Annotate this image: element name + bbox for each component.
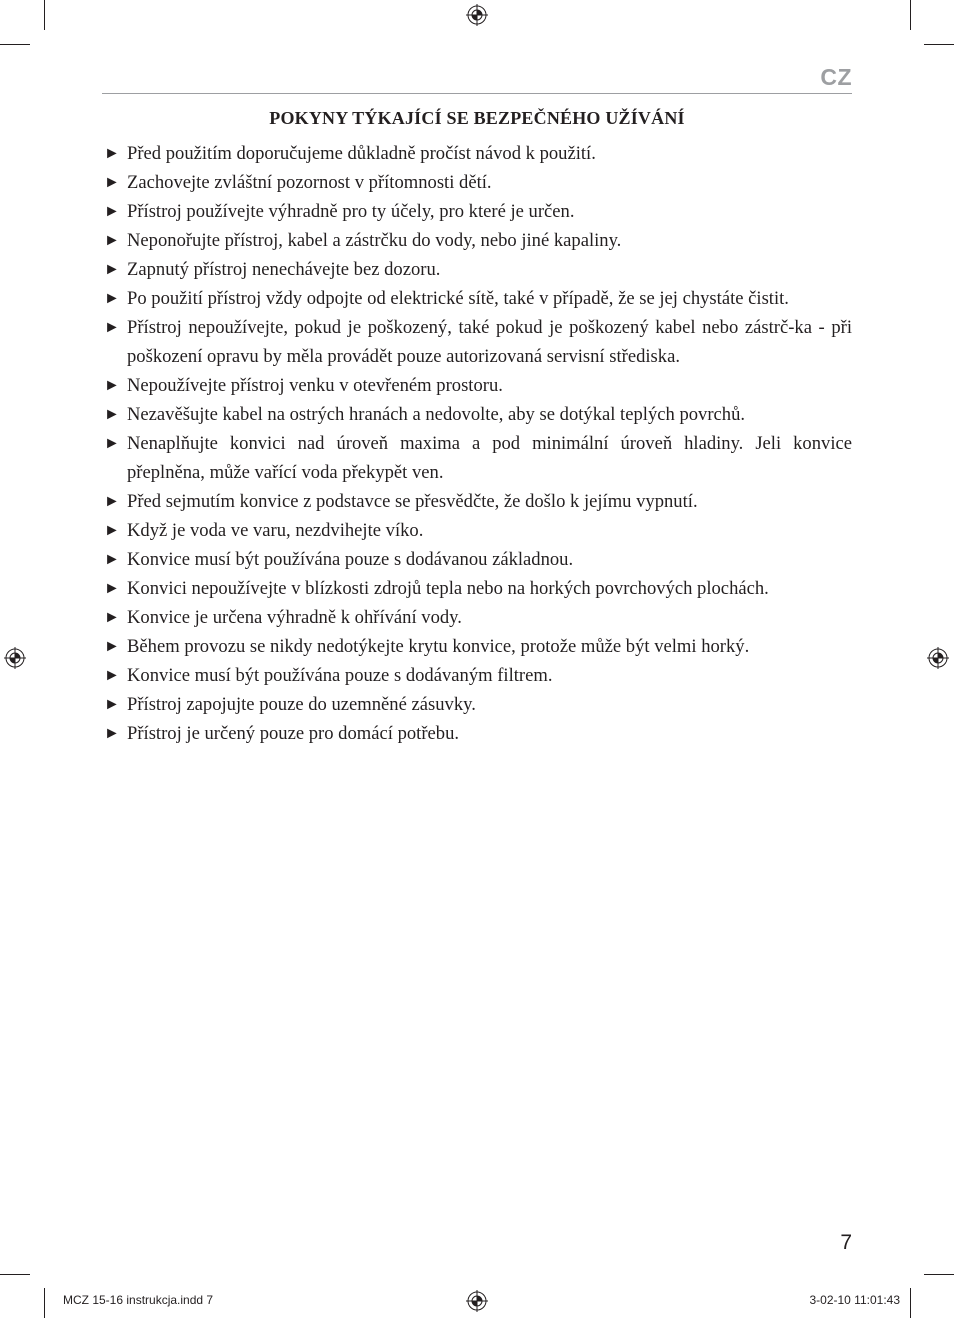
crop-mark-br-h — [924, 1274, 954, 1275]
list-item-text: Konvice je určena výhradně k ohřívání vody. — [127, 607, 462, 628]
crop-mark-tr-h — [924, 44, 954, 45]
list-item-text: Nepoužívejte přístroj venku v otevřeném prostoru. — [127, 375, 503, 396]
crop-mark-tl-v — [44, 0, 45, 30]
bullet-arrow-icon: ► — [104, 609, 120, 626]
list-item-text: Konvice musí být používána pouze s dodávanou základnou. — [127, 549, 574, 570]
crop-mark-bl-v — [44, 1288, 45, 1318]
bullet-arrow-icon: ► — [104, 725, 120, 742]
list-item — [102, 429, 852, 487]
registration-mark-icon — [466, 1290, 488, 1312]
list-item-text: Přístroj používejte výhradně pro ty účely, pro které je určen. — [127, 201, 575, 222]
list-item-text: Konvice musí být používána pouze s dodávaným filtrem. — [127, 665, 553, 686]
list-item-text: Zapnutý přístroj nenechávejte bez dozoru. — [127, 259, 441, 280]
list-item — [102, 661, 852, 690]
bullet-arrow-icon: ► — [104, 232, 120, 249]
list-item — [102, 284, 852, 313]
list-item — [102, 545, 852, 574]
list-item — [102, 603, 852, 632]
list-item-text: Před použitím doporučujeme důkladně pročíst návod k použití. — [127, 143, 596, 164]
safety-instructions-list — [102, 139, 852, 748]
list-item-text: Přístroj zapojujte pouze do uzemněné zásuvky. — [127, 694, 476, 715]
registration-mark-icon — [466, 4, 488, 26]
bullet-arrow-icon: ► — [104, 667, 120, 684]
list-item — [102, 516, 852, 545]
bullet-arrow-icon: ► — [104, 203, 120, 220]
list-item-text: Přístroj je určený pouze pro domácí potřebu. — [127, 723, 460, 744]
list-item — [102, 719, 852, 748]
bullet-arrow-icon: ► — [104, 551, 120, 568]
list-item — [102, 139, 852, 168]
bullet-arrow-icon: ► — [104, 319, 120, 336]
bullet-arrow-icon: ► — [104, 145, 120, 162]
list-item-text: Neponořujte přístroj, kabel a zástrčku do vody, nebo jiné kapaliny. — [127, 230, 622, 251]
list-item-text: Po použití přístroj vždy odpojte od elektrické sítě, také v případě, že se jej chystáte čistit. — [127, 288, 789, 309]
bullet-arrow-icon: ► — [104, 638, 120, 655]
bullet-arrow-icon: ► — [104, 493, 120, 510]
header-divider — [102, 93, 852, 94]
list-item — [102, 487, 852, 516]
list-item — [102, 690, 852, 719]
list-item — [102, 313, 852, 371]
list-item — [102, 400, 852, 429]
list-item-text: Zachovejte zvláštní pozornost v přítomnosti dětí. — [127, 172, 492, 193]
list-item — [102, 574, 852, 603]
list-item-text: Nezavěšujte kabel na ostrých hranách a nedovolte, aby se dotýkal teplých povrchů. — [127, 404, 746, 425]
bullet-arrow-icon: ► — [104, 377, 120, 394]
bullet-arrow-icon: ► — [104, 261, 120, 278]
bullet-arrow-icon: ► — [104, 580, 120, 597]
bullet-arrow-icon: ► — [104, 435, 120, 452]
list-item-text: Před sejmutím konvice z podstavce se přesvědčte, že došlo k jejímu vypnutí. — [127, 491, 698, 512]
list-item — [102, 255, 852, 284]
bullet-arrow-icon: ► — [104, 522, 120, 539]
crop-mark-tr-v — [910, 0, 911, 30]
crop-mark-bl-h — [0, 1274, 30, 1275]
registration-mark-icon — [927, 647, 949, 669]
bullet-arrow-icon: ► — [104, 696, 120, 713]
slug-timestamp: 3-02-10 11:01:43 — [809, 1293, 900, 1307]
bullet-arrow-icon: ► — [104, 290, 120, 307]
list-item-text: Nenaplňujte konvici nad úroveň maxima a pod minimální úroveň hladiny. Jeli konvice přeplněna, může vařící voda překypět ven. — [127, 433, 852, 483]
crop-mark-br-v — [910, 1288, 911, 1318]
list-item — [102, 168, 852, 197]
list-item-text: Přístroj nepoužívejte, pokud je poškozený, také pokud je poškozený kabel nebo zástrč-ka - při poškození opravu by měla provádět pouze autorizovaná servisní střediska. — [127, 317, 852, 367]
registration-mark-icon — [4, 647, 26, 669]
slug-filename: MCZ 15-16 instrukcja.indd 7 — [63, 1293, 214, 1307]
list-item — [102, 632, 852, 661]
bullet-arrow-icon: ► — [104, 406, 120, 423]
list-item — [102, 197, 852, 226]
list-item — [102, 226, 852, 255]
bullet-arrow-icon: ► — [104, 174, 120, 191]
list-item-text: Během provozu se nikdy nedotýkejte krytu konvice, protože může být velmi horký. — [127, 636, 750, 657]
list-item — [102, 371, 852, 400]
list-item-text: Když je voda ve varu, nezdvihejte víko. — [127, 520, 424, 541]
section-title: POKYNY TÝKAJÍCÍ SE BEZPEČNÉHO UŽÍVÁNÍ — [269, 108, 685, 128]
list-item-text: Konvici nepoužívejte v blízkosti zdrojů tepla nebo na horkých povrchových plochách. — [127, 578, 769, 599]
page-number: 7 — [840, 1231, 852, 1254]
language-code: CZ — [820, 64, 852, 90]
crop-mark-tl-h — [0, 44, 30, 45]
